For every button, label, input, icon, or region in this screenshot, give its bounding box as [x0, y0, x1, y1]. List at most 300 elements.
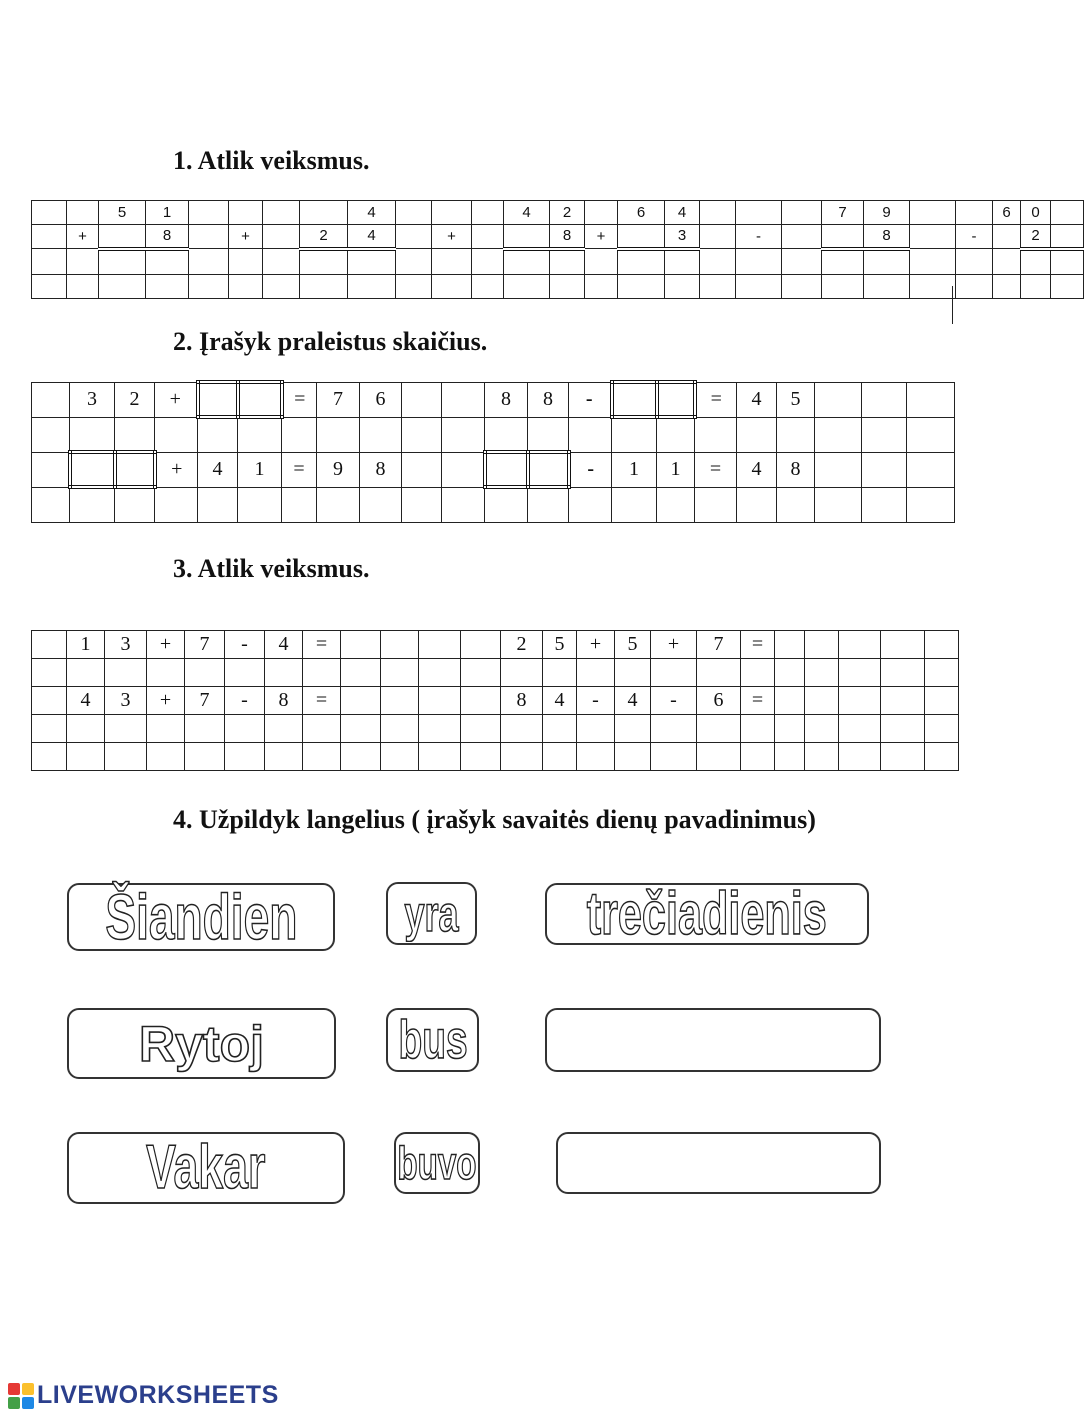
grid-cell[interactable]: [402, 452, 442, 487]
grid-cell: 4: [67, 687, 105, 715]
grid-cell: 1: [146, 201, 189, 225]
exercise2-grid: [31, 380, 955, 523]
grid-cell: 8: [501, 687, 543, 715]
answer-box-cell[interactable]: [485, 452, 528, 487]
grid-cell[interactable]: [839, 659, 881, 687]
grid-cell[interactable]: [461, 659, 501, 687]
grid-cell: 1: [657, 452, 695, 487]
grid-cell[interactable]: [1051, 275, 1084, 299]
grid-cell[interactable]: [504, 249, 550, 275]
grid-cell[interactable]: [736, 249, 782, 275]
grid-row: [32, 417, 955, 452]
grid-cell: =: [303, 687, 341, 715]
grid-cell: [485, 417, 528, 452]
grid-cell[interactable]: [839, 743, 881, 771]
grid-cell[interactable]: [265, 659, 303, 687]
grid-cell[interactable]: [189, 249, 229, 275]
grid-cell[interactable]: [839, 715, 881, 743]
grid-cell[interactable]: [265, 743, 303, 771]
grid-cell[interactable]: [528, 487, 569, 522]
grid-cell: =: [303, 631, 341, 659]
grid-cell: +: [155, 382, 198, 417]
grid-cell[interactable]: [419, 715, 461, 743]
exercise2-heading: 2. Įrašyk praleistus skaičius.: [173, 327, 488, 356]
grid-cell: [504, 225, 550, 249]
grid-cell[interactable]: [348, 249, 396, 275]
grid-row: [32, 275, 1084, 299]
grid-cell[interactable]: [782, 249, 822, 275]
grid-cell[interactable]: [32, 452, 70, 487]
grid-cell: 3: [70, 382, 115, 417]
grid-cell[interactable]: [485, 487, 528, 522]
grid-cell[interactable]: [147, 743, 185, 771]
grid-cell: [528, 417, 569, 452]
grid-row: [32, 631, 959, 659]
grid-cell[interactable]: [697, 659, 741, 687]
label-siandien: Šiandien: [104, 881, 298, 953]
grid-cell[interactable]: [569, 487, 612, 522]
grid-cell[interactable]: [618, 249, 665, 275]
grid-cell: [777, 417, 815, 452]
grid-cell: 5: [99, 201, 146, 225]
grid-cell: 4: [543, 687, 577, 715]
grid-cell[interactable]: [396, 275, 432, 299]
grid-cell[interactable]: [775, 687, 805, 715]
grid-cell: [737, 417, 777, 452]
grid-cell[interactable]: [925, 631, 959, 659]
grid-cell[interactable]: [741, 659, 775, 687]
grid-cell[interactable]: [700, 249, 736, 275]
grid-cell: +: [229, 225, 263, 249]
grid-cell[interactable]: [263, 275, 300, 299]
grid-cell[interactable]: [839, 631, 881, 659]
grid-cell: [618, 225, 665, 249]
grid-cell: -: [651, 687, 697, 715]
grid-cell: [442, 382, 485, 417]
grid-cell[interactable]: [146, 275, 189, 299]
grid-cell[interactable]: [550, 249, 585, 275]
grid-cell[interactable]: [657, 487, 695, 522]
grid-cell[interactable]: [993, 275, 1021, 299]
grid-cell: [432, 201, 472, 225]
grid-cell: [657, 417, 695, 452]
grid-cell[interactable]: [1021, 249, 1051, 275]
grid-cell: [700, 225, 736, 249]
grid-cell[interactable]: [341, 743, 381, 771]
grid-cell[interactable]: [461, 715, 501, 743]
grid-cell: +: [585, 225, 618, 249]
grid-cell[interactable]: [925, 715, 959, 743]
grid-cell: 5: [615, 631, 651, 659]
grid-cell[interactable]: [501, 659, 543, 687]
verb-box-yra: [386, 882, 477, 945]
grid-cell: 4: [198, 452, 238, 487]
grid-cell[interactable]: [737, 487, 777, 522]
grid-cell[interactable]: [815, 487, 862, 522]
grid-cell: [396, 225, 432, 249]
grid-cell[interactable]: [585, 275, 618, 299]
grid-cell: 8: [360, 452, 402, 487]
grid-cell[interactable]: [881, 687, 925, 715]
grid-cell[interactable]: [419, 687, 461, 715]
grid-cell[interactable]: [32, 249, 67, 275]
grid-cell[interactable]: [907, 452, 955, 487]
grid-cell: 2: [300, 225, 348, 249]
grid-cell[interactable]: [504, 275, 550, 299]
grid-cell[interactable]: [396, 249, 432, 275]
grid-cell[interactable]: [775, 659, 805, 687]
grid-row: [32, 687, 959, 715]
grid-cell[interactable]: [105, 743, 147, 771]
grid-cell: [396, 201, 432, 225]
grid-cell: [67, 201, 99, 225]
grid-cell[interactable]: [805, 631, 839, 659]
exercise1-grid: [31, 200, 1084, 299]
grid-cell[interactable]: [775, 715, 805, 743]
grid-row: [32, 487, 955, 522]
grid-cell[interactable]: [615, 743, 651, 771]
grid-cell[interactable]: [147, 659, 185, 687]
exercise1-heading: 1. Atlik veiksmus.: [173, 146, 370, 175]
grid-cell: =: [282, 382, 317, 417]
grid-cell[interactable]: [577, 743, 615, 771]
grid-cell: 6: [697, 687, 741, 715]
answer-box-cell[interactable]: [115, 452, 155, 487]
grid-cell: [736, 201, 782, 225]
logo-mark-icon: [8, 1383, 34, 1409]
grid-cell[interactable]: [67, 249, 99, 275]
grid-cell[interactable]: [925, 659, 959, 687]
grid-cell[interactable]: [956, 275, 993, 299]
grid-cell[interactable]: [442, 487, 485, 522]
grid-cell[interactable]: [300, 249, 348, 275]
grid-cell[interactable]: [115, 487, 155, 522]
grid-row: [32, 382, 955, 417]
grid-cell[interactable]: [155, 487, 198, 522]
exercise3-heading: 3. Atlik veiksmus.: [173, 554, 370, 583]
grid-cell[interactable]: [432, 275, 472, 299]
grid-cell[interactable]: [925, 687, 959, 715]
grid-cell: 0: [1021, 201, 1051, 225]
grid-cell[interactable]: [419, 631, 461, 659]
grid-cell: -: [736, 225, 782, 249]
grid-cell[interactable]: [881, 743, 925, 771]
grid-cell[interactable]: [341, 715, 381, 743]
grid-cell: [956, 201, 993, 225]
grid-cell: +: [147, 631, 185, 659]
grid-cell[interactable]: [864, 275, 910, 299]
grid-cell[interactable]: [70, 487, 115, 522]
grid-cell[interactable]: [615, 715, 651, 743]
grid-cell[interactable]: [822, 249, 864, 275]
grid-cell[interactable]: [419, 743, 461, 771]
grid-cell: [32, 417, 70, 452]
grid-cell[interactable]: [777, 487, 815, 522]
grid-cell: 6: [618, 201, 665, 225]
grid-cell[interactable]: [282, 487, 317, 522]
grid-cell[interactable]: [32, 659, 67, 687]
grid-cell[interactable]: [805, 715, 839, 743]
grid-cell: 4: [348, 225, 396, 249]
grid-cell: [155, 417, 198, 452]
grid-cell[interactable]: [67, 659, 105, 687]
grid-cell[interactable]: [775, 743, 805, 771]
grid-cell[interactable]: [99, 249, 146, 275]
grid-cell[interactable]: [381, 715, 419, 743]
grid-cell[interactable]: [147, 715, 185, 743]
grid-cell[interactable]: [472, 249, 504, 275]
grid-cell[interactable]: [993, 249, 1021, 275]
grid-cell: 8: [550, 225, 585, 249]
grid-cell[interactable]: [229, 275, 263, 299]
grid-cell[interactable]: [665, 249, 700, 275]
grid-cell: 4: [737, 382, 777, 417]
grid-cell: -: [569, 382, 612, 417]
grid-cell[interactable]: [543, 743, 577, 771]
grid-cell[interactable]: [67, 743, 105, 771]
grid-cell: [472, 201, 504, 225]
label-box-rytoj: [67, 1008, 336, 1079]
grid-cell: [585, 201, 618, 225]
label-box-siandien: [67, 883, 335, 951]
grid-cell[interactable]: [432, 249, 472, 275]
grid-cell[interactable]: [782, 275, 822, 299]
grid-cell[interactable]: [225, 659, 265, 687]
grid-cell[interactable]: [300, 275, 348, 299]
grid-cell[interactable]: [99, 275, 146, 299]
grid-cell: +: [577, 631, 615, 659]
label-rytoj: Rytoj: [139, 1015, 264, 1072]
grid-cell[interactable]: [615, 659, 651, 687]
grid-cell[interactable]: [32, 275, 67, 299]
grid-cell: [472, 225, 504, 249]
grid-row: [32, 659, 959, 687]
grid-cell: [263, 225, 300, 249]
grid-cell[interactable]: [317, 487, 360, 522]
grid-cell[interactable]: [910, 275, 956, 299]
grid-cell[interactable]: [651, 743, 697, 771]
grid-cell[interactable]: [651, 659, 697, 687]
grid-cell: =: [282, 452, 317, 487]
grid-cell: 3: [105, 631, 147, 659]
grid-cell[interactable]: [881, 631, 925, 659]
answer-box-2[interactable]: [545, 1008, 881, 1072]
grid-cell[interactable]: [805, 743, 839, 771]
grid-cell[interactable]: [697, 743, 741, 771]
grid-cell: 5: [777, 382, 815, 417]
grid-cell: [189, 225, 229, 249]
grid-cell[interactable]: [341, 659, 381, 687]
grid-cell: [815, 417, 862, 452]
grid-row: [32, 715, 959, 743]
grid-cell[interactable]: [341, 687, 381, 715]
grid-cell[interactable]: [461, 743, 501, 771]
grid-cell: [782, 225, 822, 249]
grid-cell[interactable]: [736, 275, 782, 299]
grid-cell[interactable]: [543, 715, 577, 743]
grid-cell[interactable]: [1051, 249, 1084, 275]
grid-cell[interactable]: [32, 631, 67, 659]
grid-cell[interactable]: [461, 687, 501, 715]
brand-name: LIVEWORKSHEETS: [37, 1381, 279, 1409]
grid-cell[interactable]: [348, 275, 396, 299]
grid-cell[interactable]: [381, 659, 419, 687]
grid-cell[interactable]: [695, 487, 737, 522]
grid-cell: 7: [697, 631, 741, 659]
grid-cell[interactable]: [381, 743, 419, 771]
exercise4-heading: 4. Užpildyk langelius ( įrašyk savaitės dienų pavadinimus): [173, 805, 816, 834]
grid-cell[interactable]: [461, 631, 501, 659]
grid-cell[interactable]: [700, 275, 736, 299]
grid-cell[interactable]: [815, 452, 862, 487]
answer-box-1: [545, 880, 869, 947]
grid-cell[interactable]: [238, 487, 282, 522]
grid-cell: [402, 417, 442, 452]
grid-cell[interactable]: [612, 487, 657, 522]
grid-cell[interactable]: [381, 687, 419, 715]
grid-cell[interactable]: [198, 487, 238, 522]
grid-cell[interactable]: [442, 452, 485, 487]
grid-cell: 7: [185, 687, 225, 715]
grid-cell: [317, 417, 360, 452]
grid-cell[interactable]: [419, 659, 461, 687]
grid-cell[interactable]: [741, 715, 775, 743]
grid-cell: [907, 417, 955, 452]
grid-cell: 8: [265, 687, 303, 715]
grid-cell[interactable]: [229, 249, 263, 275]
answer-box-cell[interactable]: [657, 382, 695, 417]
grid-cell: -: [569, 452, 612, 487]
answer-box-cell[interactable]: [70, 452, 115, 487]
grid-cell[interactable]: [67, 715, 105, 743]
grid-cell[interactable]: [543, 659, 577, 687]
grid-cell: 1: [238, 452, 282, 487]
grid-cell[interactable]: [381, 631, 419, 659]
grid-cell: [32, 382, 70, 417]
grid-cell: [32, 225, 67, 249]
grid-cell[interactable]: [805, 687, 839, 715]
grid-cell[interactable]: [303, 659, 341, 687]
grid-cell: [1051, 201, 1084, 225]
grid-cell[interactable]: [822, 275, 864, 299]
grid-cell[interactable]: [585, 249, 618, 275]
grid-cell: +: [147, 687, 185, 715]
answer-box-cell[interactable]: [238, 382, 282, 417]
grid-cell[interactable]: [881, 659, 925, 687]
grid-cell[interactable]: [189, 275, 229, 299]
grid-cell: [907, 382, 955, 417]
grid-cell: 3: [665, 225, 700, 249]
grid-cell[interactable]: [303, 743, 341, 771]
grid-cell[interactable]: [864, 249, 910, 275]
grid-cell: [70, 417, 115, 452]
grid-cell[interactable]: [665, 275, 700, 299]
answer-box-cell[interactable]: [198, 382, 238, 417]
grid-cell: 8: [864, 225, 910, 249]
grid-cell[interactable]: [1021, 275, 1051, 299]
grid-cell[interactable]: [32, 743, 67, 771]
grid-cell[interactable]: [697, 715, 741, 743]
grid-cell[interactable]: [32, 687, 67, 715]
grid-cell: [282, 417, 317, 452]
grid-cell[interactable]: [862, 452, 907, 487]
grid-cell[interactable]: [925, 743, 959, 771]
grid-cell[interactable]: [32, 487, 70, 522]
grid-cell: 2: [1021, 225, 1051, 249]
grid-cell: 6: [360, 382, 402, 417]
grid-cell[interactable]: [839, 687, 881, 715]
grid-cell: 9: [317, 452, 360, 487]
grid-cell[interactable]: [105, 715, 147, 743]
grid-cell[interactable]: [805, 659, 839, 687]
answer-box-3[interactable]: [556, 1132, 881, 1194]
grid-cell[interactable]: [956, 249, 993, 275]
grid-cell: [700, 201, 736, 225]
grid-cell: 7: [822, 201, 864, 225]
grid-cell[interactable]: [651, 715, 697, 743]
grid-cell: 4: [665, 201, 700, 225]
grid-cell[interactable]: [501, 715, 543, 743]
grid-cell[interactable]: [550, 275, 585, 299]
grid-cell[interactable]: [341, 631, 381, 659]
grid-cell: -: [225, 687, 265, 715]
grid-cell[interactable]: [775, 631, 805, 659]
grid-cell[interactable]: [185, 659, 225, 687]
exercise3-grid: [31, 630, 959, 771]
grid-cell: 2: [550, 201, 585, 225]
grid-cell[interactable]: [67, 275, 99, 299]
grid-cell[interactable]: [501, 743, 543, 771]
answer-box-cell[interactable]: [528, 452, 569, 487]
grid-row: [32, 201, 1084, 225]
grid-cell[interactable]: [910, 249, 956, 275]
grid-cell[interactable]: [741, 743, 775, 771]
grid-cell: [1051, 225, 1084, 249]
grid-cell: 8: [777, 452, 815, 487]
grid-cell: -: [225, 631, 265, 659]
grid-cell[interactable]: [105, 659, 147, 687]
grid-cell[interactable]: [881, 715, 925, 743]
grid-cell: [695, 417, 737, 452]
grid-cell[interactable]: [862, 487, 907, 522]
grid-cell[interactable]: [577, 659, 615, 687]
grid-cell: [32, 201, 67, 225]
grid-cell[interactable]: [618, 275, 665, 299]
grid-cell: [99, 225, 146, 249]
grid-cell[interactable]: [225, 715, 265, 743]
answer-box-cell[interactable]: [612, 382, 657, 417]
grid-cell[interactable]: [146, 249, 189, 275]
grid-cell[interactable]: [472, 275, 504, 299]
grid-cell[interactable]: [185, 715, 225, 743]
grid-cell[interactable]: [577, 715, 615, 743]
grid-cell: [822, 225, 864, 249]
grid-cell[interactable]: [265, 715, 303, 743]
verb-box-buvo: [394, 1132, 480, 1194]
grid-row: [32, 743, 959, 771]
grid-cell[interactable]: [185, 743, 225, 771]
grid-cell[interactable]: [360, 487, 402, 522]
grid-cell[interactable]: [32, 715, 67, 743]
grid-cell[interactable]: [303, 715, 341, 743]
grid-cell: -: [956, 225, 993, 249]
grid-cell[interactable]: [225, 743, 265, 771]
grid-cell[interactable]: [402, 487, 442, 522]
grid-cell: [442, 417, 485, 452]
grid-cell: 3: [105, 687, 147, 715]
grid-cell[interactable]: [263, 249, 300, 275]
grid-cell[interactable]: [907, 487, 955, 522]
